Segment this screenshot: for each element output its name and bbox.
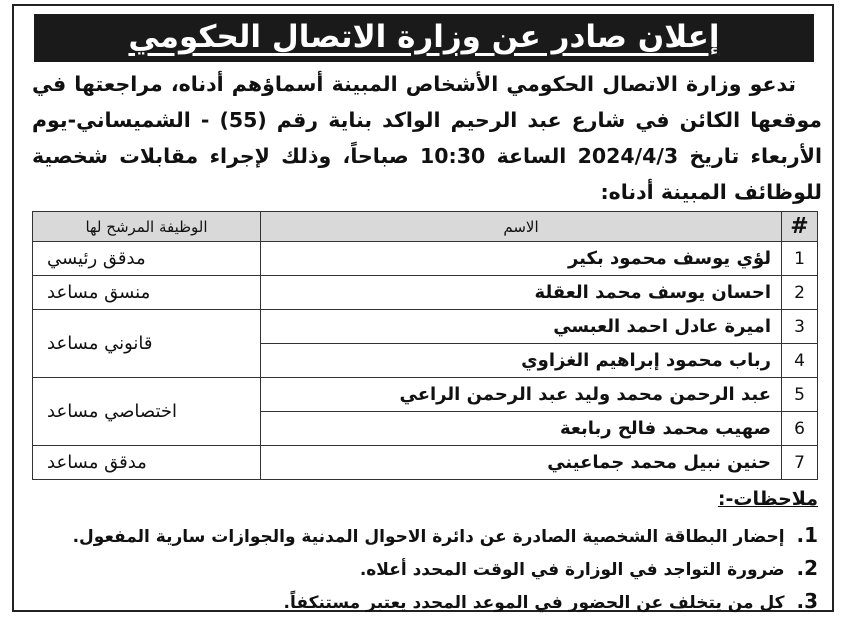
note-text: إحضار البطاقة الشخصية الصادرة عن دائرة الاحوال المدنية والجوازات سارية المفعول. <box>72 527 785 547</box>
row-num: 3 <box>782 310 818 344</box>
note-number: 3. <box>796 589 818 613</box>
row-job: قانوني مساعد <box>33 310 261 378</box>
row-num: 6 <box>782 412 818 446</box>
notes-list <box>28 520 818 619</box>
header-num: # <box>782 212 818 242</box>
row-name: رباب محمود إبراهيم الغزاوي <box>261 344 782 378</box>
announcement-frame <box>12 4 834 612</box>
table-row <box>33 310 818 344</box>
row-job: مدقق رئيسي <box>33 242 261 276</box>
table-row <box>33 242 818 276</box>
row-num: 5 <box>782 378 818 412</box>
note-text: كل من يتخلف عن الحضور في الموعد المحدد يعتبر مستنكفاً. <box>283 593 785 613</box>
intro-paragraph: تدعو وزارة الاتصال الحكومي الأشخاص المبينة أسماؤهم أدناه، مراجعتها في موقعها الكائن في شارع عبد الرحيم الواكد بناية رقم (55) - الشميساني-يوم الأربعاء تاريخ 2024/4/3 الساعة 10:30 صباحاً، وذلك لإجراء مقابلات شخصية للوظائف المبينة أدناه: <box>32 72 823 204</box>
notes-heading: ملاحظات-: <box>717 488 818 510</box>
table-row <box>33 446 818 480</box>
table-row <box>33 378 818 412</box>
header-job: الوظيفة المرشح لها <box>33 212 261 242</box>
row-job: منسق مساعد <box>33 276 261 310</box>
candidates-table <box>32 211 818 480</box>
note-number: 1. <box>796 523 818 547</box>
table-header-row <box>33 212 818 242</box>
row-num: 4 <box>782 344 818 378</box>
row-num: 2 <box>782 276 818 310</box>
row-num: 1 <box>782 242 818 276</box>
note-item <box>28 553 818 586</box>
note-item <box>28 586 818 619</box>
note-number: 2. <box>796 556 818 580</box>
row-name: عبد الرحمن محمد وليد عبد الرحمن الراعي <box>261 378 782 412</box>
row-name: لؤي يوسف محمود بكير <box>261 242 782 276</box>
note-text: ضرورة التواجد في الوزارة في الوقت المحدد أعلاه. <box>359 560 785 580</box>
announcement-title: إعلان صادر عن وزارة الاتصال الحكومي <box>128 19 720 55</box>
row-job: مدقق مساعد <box>33 446 261 480</box>
row-name: اميرة عادل احمد العبسي <box>261 310 782 344</box>
announcement-title-bar <box>34 14 814 62</box>
row-job: اختصاصي مساعد <box>33 378 261 446</box>
note-item <box>28 520 818 553</box>
row-name: حنين نبيل محمد جماعيني <box>261 446 782 480</box>
intro-paragraph-box <box>32 66 822 210</box>
row-name: احسان يوسف محمد العقلة <box>261 276 782 310</box>
table-row <box>33 276 818 310</box>
header-name: الاسم <box>261 212 782 242</box>
row-num: 7 <box>782 446 818 480</box>
row-name: صهيب محمد فالح ربابعة <box>261 412 782 446</box>
